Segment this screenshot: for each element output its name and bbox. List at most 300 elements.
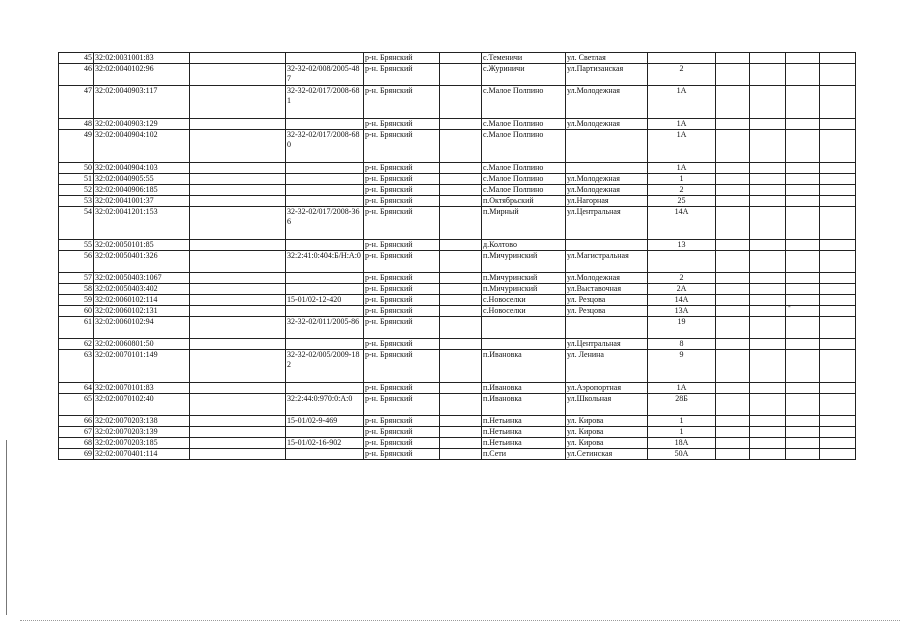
empty-cell xyxy=(786,416,820,427)
locality: п.Мичуринский xyxy=(482,284,566,295)
district: р-н. Брянский xyxy=(364,416,440,427)
empty-cell xyxy=(820,350,856,383)
locality: п.Ивановка xyxy=(482,350,566,383)
district: р-н. Брянский xyxy=(364,240,440,251)
empty-cell xyxy=(440,317,482,339)
empty-cell xyxy=(786,185,820,196)
empty-cell xyxy=(750,438,786,449)
empty-cell xyxy=(190,163,286,174)
street: ул.Школьная xyxy=(566,394,648,416)
empty-cell xyxy=(750,449,786,460)
house-number: 2А xyxy=(648,284,716,295)
empty-cell xyxy=(820,163,856,174)
empty-cell xyxy=(716,383,750,394)
empty-cell xyxy=(716,284,750,295)
empty-cell xyxy=(440,251,482,273)
registration-number: 32-32-02/017/2008-681 xyxy=(286,86,364,119)
district: р-н. Брянский xyxy=(364,86,440,119)
table-row xyxy=(59,196,856,207)
empty-cell xyxy=(440,339,482,350)
table-row xyxy=(59,317,856,339)
registration-number xyxy=(286,240,364,251)
empty-cell xyxy=(750,207,786,240)
empty-cell xyxy=(440,53,482,64)
empty-cell xyxy=(786,163,820,174)
empty-cell xyxy=(716,86,750,119)
empty-cell xyxy=(716,295,750,306)
registration-number xyxy=(286,119,364,130)
street: ул.Партизанская xyxy=(566,64,648,86)
registration-number: 32-32-02/017/2008-680 xyxy=(286,130,364,163)
empty-cell xyxy=(440,284,482,295)
empty-cell xyxy=(716,53,750,64)
row-number: 64 xyxy=(59,383,94,394)
empty-cell xyxy=(190,240,286,251)
locality: п.Сети xyxy=(482,449,566,460)
empty-cell xyxy=(786,350,820,383)
street: ул. Кирова xyxy=(566,438,648,449)
empty-cell xyxy=(716,449,750,460)
locality xyxy=(482,339,566,350)
locality: п.Мичуринский xyxy=(482,273,566,284)
registry-rows xyxy=(59,53,856,460)
empty-cell xyxy=(786,438,820,449)
empty-cell xyxy=(750,284,786,295)
empty-cell xyxy=(190,207,286,240)
locality: с.Малое Полпино xyxy=(482,163,566,174)
cadastral-number: 32:02:0050403:1067 xyxy=(94,273,190,284)
locality: п.Октябрьский xyxy=(482,196,566,207)
table-row xyxy=(59,240,856,251)
empty-cell xyxy=(786,449,820,460)
table-row xyxy=(59,163,856,174)
district: р-н. Брянский xyxy=(364,438,440,449)
street: ул.Молодежная xyxy=(566,119,648,130)
locality: д.Колтово xyxy=(482,240,566,251)
locality: с.Малое Полпино xyxy=(482,185,566,196)
empty-cell xyxy=(440,185,482,196)
registration-number xyxy=(286,273,364,284)
empty-cell xyxy=(440,427,482,438)
cadastral-number: 32:02:0031001:83 xyxy=(94,53,190,64)
empty-cell xyxy=(786,174,820,185)
registration-number xyxy=(286,383,364,394)
scan-noise-line xyxy=(20,620,900,622)
locality: п.Нетьинка xyxy=(482,438,566,449)
row-number: 61 xyxy=(59,317,94,339)
house-number: 1А xyxy=(648,130,716,163)
empty-cell xyxy=(190,130,286,163)
row-number: 45 xyxy=(59,53,94,64)
street: ул. Резцова xyxy=(566,306,648,317)
district: р-н. Брянский xyxy=(364,196,440,207)
district: р-н. Брянский xyxy=(364,394,440,416)
cadastral-number: 32:02:0070401:114 xyxy=(94,449,190,460)
empty-cell xyxy=(190,449,286,460)
empty-cell xyxy=(820,306,856,317)
empty-cell xyxy=(820,383,856,394)
district: р-н. Брянский xyxy=(364,273,440,284)
empty-cell xyxy=(440,295,482,306)
house-number: 28Б xyxy=(648,394,716,416)
locality: п.Мичуринский xyxy=(482,251,566,273)
house-number: 1 xyxy=(648,174,716,185)
empty-cell xyxy=(820,284,856,295)
empty-cell xyxy=(750,427,786,438)
row-number: 53 xyxy=(59,196,94,207)
cadastral-number: 32:02:0060102:114 xyxy=(94,295,190,306)
table-row xyxy=(59,427,856,438)
empty-cell xyxy=(190,53,286,64)
empty-cell xyxy=(190,174,286,185)
empty-cell xyxy=(440,207,482,240)
row-number: 69 xyxy=(59,449,94,460)
street xyxy=(566,163,648,174)
empty-cell xyxy=(190,306,286,317)
table-row xyxy=(59,273,856,284)
empty-cell xyxy=(786,207,820,240)
table-row xyxy=(59,306,856,317)
cadastral-number: 32:02:0040904:102 xyxy=(94,130,190,163)
empty-cell xyxy=(190,273,286,284)
street: ул.Нагорная xyxy=(566,196,648,207)
empty-cell xyxy=(750,64,786,86)
house-number: 18А xyxy=(648,438,716,449)
empty-cell xyxy=(820,295,856,306)
empty-cell xyxy=(190,185,286,196)
empty-cell xyxy=(716,119,750,130)
empty-cell xyxy=(820,339,856,350)
empty-cell xyxy=(786,86,820,119)
district: р-н. Брянский xyxy=(364,207,440,240)
empty-cell xyxy=(190,383,286,394)
registration-number: 32-32-02/005/2009-182 xyxy=(286,350,364,383)
house-number: 1А xyxy=(648,86,716,119)
house-number: 9 xyxy=(648,350,716,383)
empty-cell xyxy=(750,394,786,416)
empty-cell xyxy=(786,394,820,416)
registration-number xyxy=(286,306,364,317)
empty-cell xyxy=(190,284,286,295)
locality xyxy=(482,317,566,339)
empty-cell xyxy=(750,119,786,130)
empty-cell xyxy=(440,306,482,317)
locality: с.Малое Полпино xyxy=(482,130,566,163)
cadastral-number: 32:02:0060801:50 xyxy=(94,339,190,350)
empty-cell xyxy=(786,317,820,339)
cadastral-number: 32:02:0041001:37 xyxy=(94,196,190,207)
house-number: 1 xyxy=(648,416,716,427)
empty-cell xyxy=(440,64,482,86)
registration-number xyxy=(286,449,364,460)
row-number: 55 xyxy=(59,240,94,251)
registration-number xyxy=(286,163,364,174)
empty-cell xyxy=(750,130,786,163)
row-number: 60 xyxy=(59,306,94,317)
table-row xyxy=(59,207,856,240)
empty-cell xyxy=(786,196,820,207)
empty-cell xyxy=(716,240,750,251)
empty-cell xyxy=(786,339,820,350)
empty-cell xyxy=(716,427,750,438)
empty-cell xyxy=(716,306,750,317)
locality: п.Ивановка xyxy=(482,383,566,394)
empty-cell xyxy=(190,196,286,207)
street: ул.Молодежная xyxy=(566,273,648,284)
registration-number: 15-01/02-16-902 xyxy=(286,438,364,449)
empty-cell xyxy=(440,196,482,207)
empty-cell xyxy=(750,174,786,185)
empty-cell xyxy=(820,394,856,416)
district: р-н. Брянский xyxy=(364,64,440,86)
empty-cell xyxy=(716,394,750,416)
empty-cell xyxy=(190,350,286,383)
empty-cell xyxy=(716,416,750,427)
empty-cell xyxy=(786,251,820,273)
empty-cell xyxy=(190,317,286,339)
table-row xyxy=(59,53,856,64)
registration-number: 32-32-02/008/2005-487 xyxy=(286,64,364,86)
table-row xyxy=(59,350,856,383)
district: р-н. Брянский xyxy=(364,295,440,306)
table-row xyxy=(59,449,856,460)
house-number: 14А xyxy=(648,207,716,240)
locality: с.Журиничи xyxy=(482,64,566,86)
stray-mark: - xyxy=(788,302,791,311)
empty-cell xyxy=(750,185,786,196)
empty-cell xyxy=(786,240,820,251)
empty-cell xyxy=(786,383,820,394)
empty-cell xyxy=(716,339,750,350)
registration-number xyxy=(286,427,364,438)
empty-cell xyxy=(716,185,750,196)
empty-cell xyxy=(820,273,856,284)
row-number: 47 xyxy=(59,86,94,119)
table-row xyxy=(59,251,856,273)
row-number: 63 xyxy=(59,350,94,383)
empty-cell xyxy=(786,53,820,64)
empty-cell xyxy=(440,86,482,119)
cadastral-number: 32:02:0070203:139 xyxy=(94,427,190,438)
house-number xyxy=(648,53,716,64)
row-number: 65 xyxy=(59,394,94,416)
street: ул. Ленина xyxy=(566,350,648,383)
street: ул.Центральная xyxy=(566,207,648,240)
empty-cell xyxy=(750,416,786,427)
district: р-н. Брянский xyxy=(364,317,440,339)
empty-cell xyxy=(190,86,286,119)
table-row xyxy=(59,339,856,350)
empty-cell xyxy=(716,130,750,163)
empty-cell xyxy=(440,273,482,284)
cadastral-number: 32:02:0050403:402 xyxy=(94,284,190,295)
empty-cell xyxy=(750,350,786,383)
cadastral-number: 32:02:0041201:153 xyxy=(94,207,190,240)
district: р-н. Брянский xyxy=(364,185,440,196)
row-number: 62 xyxy=(59,339,94,350)
table-row xyxy=(59,64,856,86)
empty-cell xyxy=(716,196,750,207)
row-number: 56 xyxy=(59,251,94,273)
house-number xyxy=(648,251,716,273)
district: р-н. Брянский xyxy=(364,350,440,383)
house-number: 50А xyxy=(648,449,716,460)
registration-number xyxy=(286,185,364,196)
document-sheet xyxy=(58,52,856,460)
registration-number xyxy=(286,53,364,64)
empty-cell xyxy=(786,119,820,130)
empty-cell xyxy=(440,394,482,416)
district: р-н. Брянский xyxy=(364,53,440,64)
empty-cell xyxy=(190,394,286,416)
cadastral-number: 32:02:0040906:185 xyxy=(94,185,190,196)
registration-number xyxy=(286,339,364,350)
street: ул. Кирова xyxy=(566,416,648,427)
street: ул.Молодежная xyxy=(566,86,648,119)
locality: п.Нетьинка xyxy=(482,416,566,427)
row-number: 58 xyxy=(59,284,94,295)
empty-cell xyxy=(190,339,286,350)
empty-cell xyxy=(786,273,820,284)
street: ул. Резцова xyxy=(566,295,648,306)
row-number: 59 xyxy=(59,295,94,306)
house-number: 2 xyxy=(648,64,716,86)
locality: п.Нетьинка xyxy=(482,427,566,438)
empty-cell xyxy=(716,273,750,284)
empty-cell xyxy=(820,240,856,251)
empty-cell xyxy=(820,174,856,185)
row-number: 67 xyxy=(59,427,94,438)
street: ул.Молодежная xyxy=(566,174,648,185)
empty-cell xyxy=(750,240,786,251)
empty-cell xyxy=(750,196,786,207)
district: р-н. Брянский xyxy=(364,174,440,185)
row-number: 52 xyxy=(59,185,94,196)
district: р-н. Брянский xyxy=(364,339,440,350)
empty-cell xyxy=(440,240,482,251)
empty-cell xyxy=(786,427,820,438)
empty-cell xyxy=(786,284,820,295)
street xyxy=(566,317,648,339)
street: ул. Светлая xyxy=(566,53,648,64)
house-number: 1А xyxy=(648,163,716,174)
street xyxy=(566,240,648,251)
house-number: 8 xyxy=(648,339,716,350)
table-row xyxy=(59,86,856,119)
empty-cell xyxy=(820,185,856,196)
cadastral-number: 32:02:0040903:129 xyxy=(94,119,190,130)
row-number: 49 xyxy=(59,130,94,163)
empty-cell xyxy=(820,64,856,86)
house-number: 1А xyxy=(648,119,716,130)
table-row xyxy=(59,185,856,196)
empty-cell xyxy=(820,207,856,240)
locality: с.Малое Полпино xyxy=(482,86,566,119)
cadastral-number: 32:02:0050401:326 xyxy=(94,251,190,273)
district: р-н. Брянский xyxy=(364,427,440,438)
registration-number: 32-32-02/017/2008-366 xyxy=(286,207,364,240)
empty-cell xyxy=(716,163,750,174)
empty-cell xyxy=(190,119,286,130)
empty-cell xyxy=(440,438,482,449)
empty-cell xyxy=(716,350,750,383)
cadastral-number: 32:02:0070101:149 xyxy=(94,350,190,383)
empty-cell xyxy=(820,427,856,438)
registry-table xyxy=(58,52,856,460)
street xyxy=(566,130,648,163)
house-number: 14А xyxy=(648,295,716,306)
empty-cell xyxy=(440,163,482,174)
house-number: 1А xyxy=(648,383,716,394)
row-number: 54 xyxy=(59,207,94,240)
empty-cell xyxy=(716,64,750,86)
empty-cell xyxy=(750,383,786,394)
table-row xyxy=(59,284,856,295)
district: р-н. Брянский xyxy=(364,119,440,130)
row-number: 48 xyxy=(59,119,94,130)
row-number: 46 xyxy=(59,64,94,86)
district: р-н. Брянский xyxy=(364,306,440,317)
empty-cell xyxy=(750,273,786,284)
empty-cell xyxy=(820,53,856,64)
row-number: 66 xyxy=(59,416,94,427)
cadastral-number: 32:02:0040102:96 xyxy=(94,64,190,86)
house-number: 2 xyxy=(648,273,716,284)
district: р-н. Брянский xyxy=(364,383,440,394)
locality: п.Мирный xyxy=(482,207,566,240)
registration-number xyxy=(286,284,364,295)
street: ул.Молодежная xyxy=(566,185,648,196)
street: ул.Магистральная xyxy=(566,251,648,273)
empty-cell xyxy=(440,383,482,394)
empty-cell xyxy=(750,317,786,339)
table-row xyxy=(59,383,856,394)
district: р-н. Брянский xyxy=(364,130,440,163)
empty-cell xyxy=(190,416,286,427)
locality: с.Новоселки xyxy=(482,295,566,306)
empty-cell xyxy=(440,416,482,427)
empty-cell xyxy=(190,438,286,449)
empty-cell xyxy=(716,438,750,449)
cadastral-number: 32:02:0070101:83 xyxy=(94,383,190,394)
empty-cell xyxy=(786,130,820,163)
street: ул.Сетинская xyxy=(566,449,648,460)
street: ул.Центральная xyxy=(566,339,648,350)
empty-cell xyxy=(716,174,750,185)
empty-cell xyxy=(750,251,786,273)
table-row xyxy=(59,438,856,449)
table-row xyxy=(59,119,856,130)
empty-cell xyxy=(440,130,482,163)
empty-cell xyxy=(716,317,750,339)
cadastral-number: 32:02:0070203:138 xyxy=(94,416,190,427)
locality: с.Новоселки xyxy=(482,306,566,317)
row-number: 50 xyxy=(59,163,94,174)
registration-number: 32:2:44:0:970:0:А:0 xyxy=(286,394,364,416)
cadastral-number: 32:02:0070102:40 xyxy=(94,394,190,416)
registration-number: 15-01/02-9-469 xyxy=(286,416,364,427)
locality: с.Малое Полпино xyxy=(482,119,566,130)
empty-cell xyxy=(440,449,482,460)
empty-cell xyxy=(750,306,786,317)
empty-cell xyxy=(440,350,482,383)
registration-number: 15-01/02-12-420 xyxy=(286,295,364,306)
table-row xyxy=(59,130,856,163)
row-number: 57 xyxy=(59,273,94,284)
cadastral-number: 32:02:0050101:85 xyxy=(94,240,190,251)
house-number: 13 xyxy=(648,240,716,251)
empty-cell xyxy=(750,163,786,174)
